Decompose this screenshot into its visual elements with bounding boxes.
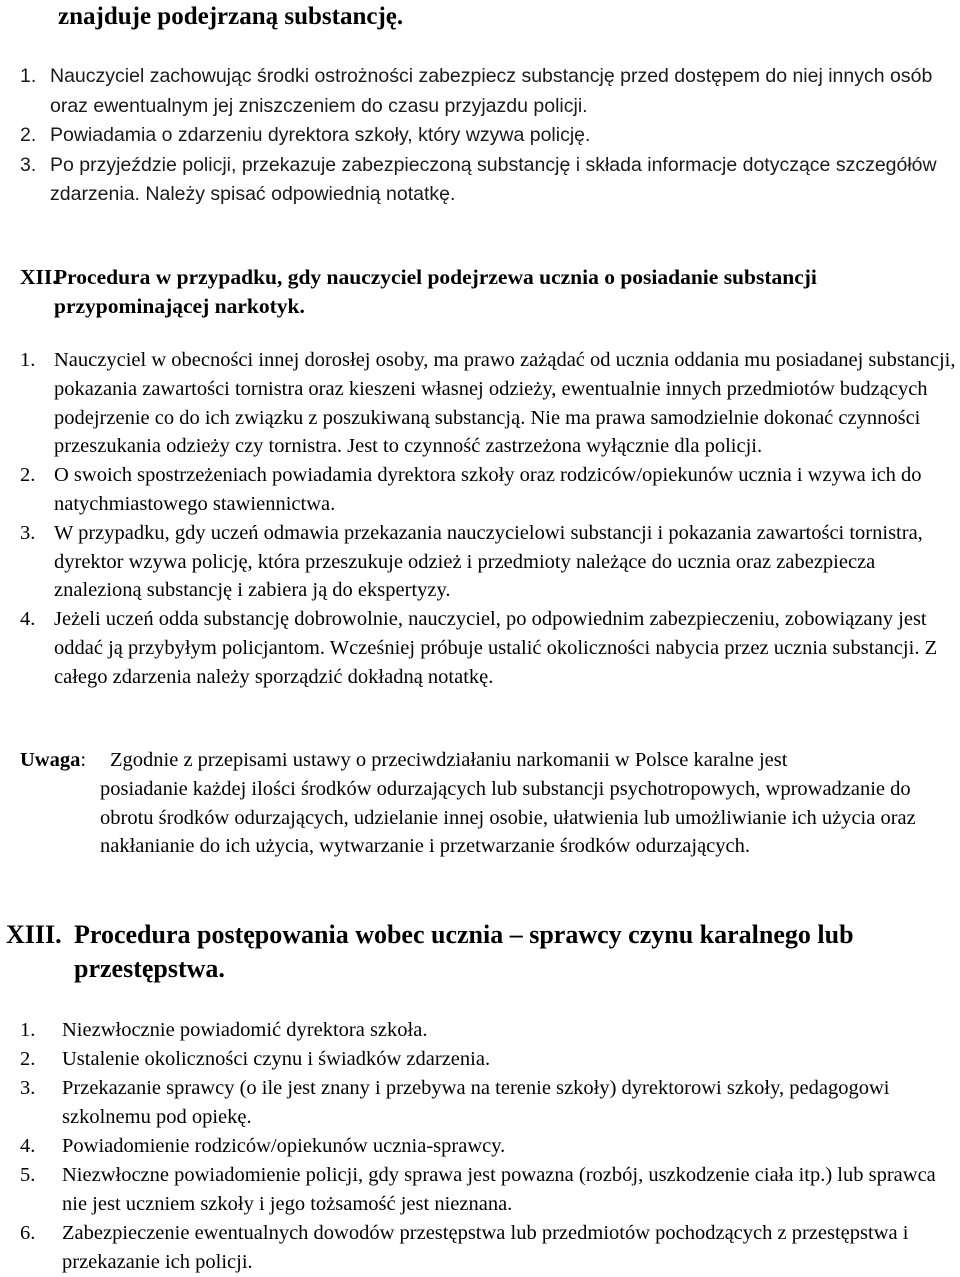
list-number: 1. <box>20 349 36 371</box>
list-number: 2. <box>20 124 37 146</box>
list-item <box>20 1074 945 1132</box>
note-first-line: Zgodnie z przepisami ustawy o przeciwdziałaniu narkomanii w Polsce karalne jest <box>110 749 788 771</box>
list-item <box>20 151 950 210</box>
list-text: Jeżeli uczeń odda substancję dobrowolnie, nauczyciel, po odpowiednim zabezpieczeniu, zobowiązany jest oddać ją przybyłym policjantom. Wcześniej próbuje ustalić okoliczności nabycia przez ucznia substancji. Z całego zdarzenia należy sporządzić dokładną notatkę. <box>54 608 938 688</box>
section-xiii-heading <box>6 918 946 986</box>
list-item <box>20 346 958 461</box>
list-text: Powiadomienie rodziców/opiekunów ucznia-sprawcy. <box>62 1135 506 1157</box>
list-number: 2. <box>20 1048 36 1070</box>
list-item <box>20 121 950 151</box>
list-number: 5. <box>20 1164 36 1186</box>
legal-note <box>20 746 940 861</box>
list-item <box>20 519 958 605</box>
list-item <box>20 461 958 519</box>
list-text: Ustalenie okoliczności czynu i świadków zdarzenia. <box>62 1048 491 1070</box>
list-number: 6. <box>20 1222 36 1244</box>
list-text: O swoich spostrzeżeniach powiadamia dyrektora szkoły oraz rodziców/opiekunów ucznia i wzywa ich do natychmiastowego stawiennictwa. <box>54 464 922 515</box>
note-label <box>20 746 86 775</box>
substance-steps-list <box>20 62 950 210</box>
section-heading-continued: znajduje podejrzaną substancję. <box>58 3 404 30</box>
list-item <box>20 1161 945 1219</box>
list-text: Po przyjeździe policji, przekazuje zabezpieczoną substancję i składa informacje dotyczące szczegółów zdarzenia. Należy spisać odpowiednią notatkę. <box>50 153 937 205</box>
list-text: Niezwłoczne powiadomienie policji, gdy sprawa jest powazna (rozbój, uszkodzenie ciała itp.) lub sprawca nie jest uczniem szkoły i jego tożsamość jest nieznana. <box>62 1164 936 1215</box>
list-number: 4. <box>20 608 36 631</box>
list-item <box>20 62 950 121</box>
list-item <box>20 1016 945 1045</box>
list-item <box>20 1219 945 1277</box>
note-label-colon: : <box>80 749 87 771</box>
list-text: Nauczyciel zachowując środki ostrożności zabezpiecz substancję przed dostępem do niej innych osób oraz ewentualnym jej zniszczeniem do czasu przyjazdu policji. <box>50 65 933 117</box>
list-item <box>20 1045 945 1074</box>
section-number: XII. <box>20 265 58 289</box>
list-number: 3. <box>20 1077 36 1099</box>
section-xii-heading <box>20 263 955 321</box>
list-text: W przypadku, gdy uczeń odmawia przekazania nauczycielowi substancji i pokazania zawartości tornistra, dyrektor wzywa policję, która przeszukuje odzież i przedmioty należące do ucznia oraz zabezpiecza znalezioną substancję i zabiera ją do ekspertyzy. <box>54 521 923 602</box>
note-rest: posiadanie każdej ilości środków odurzających lub substancji psychotropowych, wprowadzanie do obrotu środków odurzających, udzielanie innej osobie, ułatwienia lub umożliwianie ich użycia oraz nakłanianie do ich użycia, wytwarzanie i przetwarzanie środków odurzających. <box>100 777 916 858</box>
list-text: Powiadamia o zdarzeniu dyrektora szkoły, który wzywa policję. <box>50 124 591 146</box>
list-text: Niezwłocznie powiadomić dyrektora szkoła. <box>62 1019 428 1041</box>
list-number: 2. <box>20 464 36 487</box>
list-text: Zabezpieczenie ewentualnych dowodów przestępstwa lub przedmiotów pochodzących z przestępstwa i przekazanie ich policji. <box>62 1222 909 1273</box>
section-xii-list <box>20 346 958 692</box>
list-number: 4. <box>20 1135 36 1157</box>
section-xiii-list <box>20 1016 945 1277</box>
list-number: 1. <box>20 65 37 87</box>
section-title: Procedura w przypadku, gdy nauczyciel podejrzewa ucznia o posiadanie substancji przypominającej narkotyk. <box>54 265 817 318</box>
list-item <box>20 1132 945 1161</box>
list-text: Nauczyciel w obecności innej dorosłej osoby, ma prawo zażądać od ucznia oddania mu posiadanej substancji, pokazania zawartości tornistra oraz kieszeni własnej odzieży, ewentualnie innych przedmiotów budzących podejrzenie co do ich związku z poszukiwaną substancją. Nie ma prawa samodzielnie dokonać czynności przeszukania odzieży czy tornistra. Jest to czynność zastrzeżona wyłącznie dla policji. <box>54 349 956 458</box>
list-number: 3. <box>20 521 36 544</box>
list-text: Przekazanie sprawcy (o ile jest znany i przebywa na terenie szkoły) dyrektorowi szkoły, pedagogowi szkolnemu pod opiekę. <box>62 1077 890 1128</box>
list-number: 3. <box>20 153 37 176</box>
section-number: XIII. <box>6 920 62 949</box>
note-label-text: Uwaga <box>20 749 81 771</box>
list-item <box>20 605 958 691</box>
list-number: 1. <box>20 1019 36 1041</box>
section-title: Procedura postępowania wobec ucznia – sprawcy czynu karalnego lub przestępstwa. <box>74 920 854 983</box>
